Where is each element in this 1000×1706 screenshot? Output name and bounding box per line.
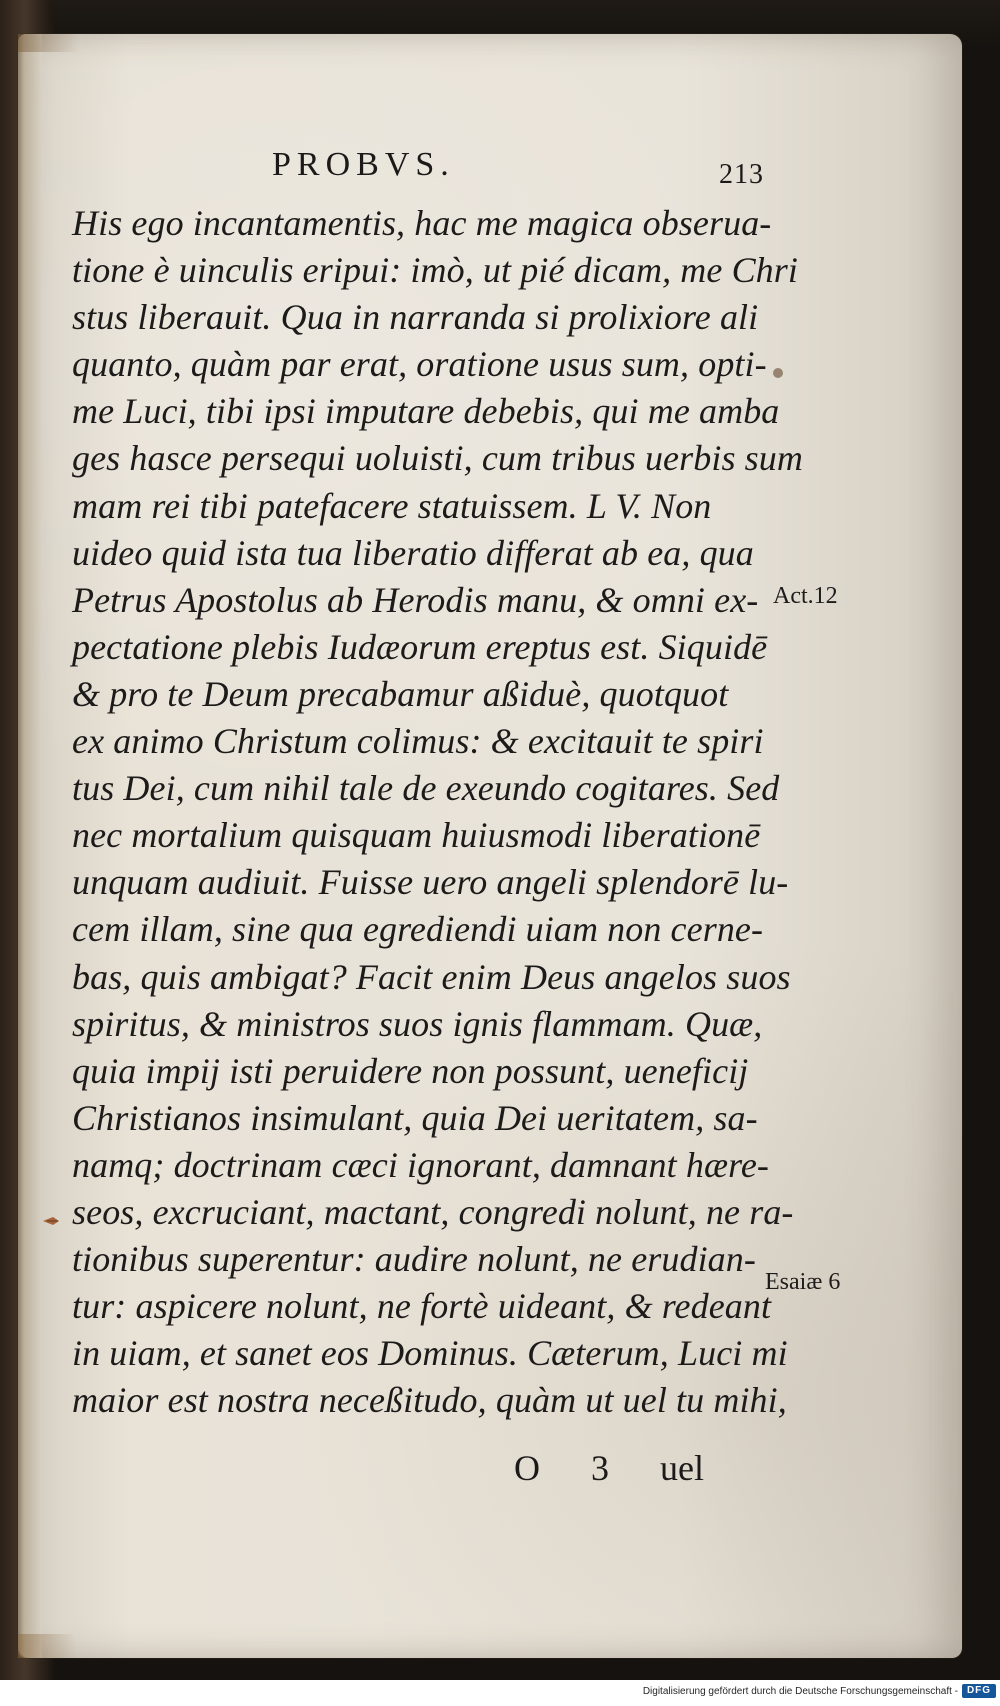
ink-dot-mark [773,368,783,378]
book-page [18,34,962,1658]
text-line: quia impij isti peruidere non possunt, ueneficij [72,1050,749,1091]
marginal-reference-acts: Act.12 [773,583,838,609]
bottom-corner-stain [18,1634,76,1658]
text-line: ex animo Christum colimus: & excitauit te spiri [72,721,764,762]
digitization-credit: Digitalisierung gefördert durch die Deutsche Forschungsgemeinschaft - [642,1686,958,1697]
text-line: tione è uinculis eripui: imò, ut pié dicam, me Chri [72,250,798,291]
text-line: ges hasce persequi uoluisti, cum tribus uerbis sum [72,438,803,479]
text-line: me Luci, tibi ipsi imputare debebis, qui me amba [72,391,780,432]
page-number: 213 [719,159,764,190]
text-line: maior est nostra neceßitudo, quàm ut uel tu mihi, [72,1380,787,1421]
text-line: in uiam, et sanet eos Dominus. Cæterum, Luci mi [72,1333,788,1374]
text-line: His ego incantamentis, hac me magica obserua- [72,203,772,243]
text-line: cem illam, sine qua egrediendi uiam non cerne- [72,909,764,950]
text-line: unquam audiuit. Fuisse uero angeli splendorē lu- [72,862,789,903]
text-line: namq; doctrinam cæci ignorant, damnant hære- [72,1144,770,1185]
text-line: tur: aspicere nolunt, ne fortè uideant, & redeant [72,1286,772,1327]
text-line: Petrus Apostolus ab Herodis manu, & omni ex- [72,579,759,620]
text-line: pectatione plebis Iudæorum ereptus est. Siquidē [72,626,768,667]
text-line: tus Dei, cum nihil tale de exeundo cogitares. Sed [72,768,780,809]
text-line: uideo quid ista tua liberatio differat ab ea, qua [72,532,754,573]
text-line: mam rei tibi patefacere statuissem. L V. Non [72,485,712,526]
marginal-reference-isaiah: Esaiæ 6 [765,1269,841,1295]
running-head: PROBVS. [272,146,455,183]
text-line: seos, excruciant, mactant, congredi nolunt, ne ra- [72,1191,794,1232]
top-corner-stain [18,34,78,52]
text-line: stus liberauit. Qua in narranda si prolixiore ali [72,297,759,338]
signature-and-catchword: O 3 uel [514,1448,704,1488]
dfg-logo: DFG [962,1684,996,1698]
text-line: Christianos insimulant, quia Dei ueritatem, sa- [72,1097,758,1138]
text-line: bas, quis ambigat? Facit enim Deus angelos suos [72,956,791,997]
text-line: nec mortalium quisquam huiusmodi liberationē [72,815,761,856]
text-line: tionibus superentur: audire nolunt, ne erudian- [72,1239,756,1280]
text-line: spiritus, & ministros suos ignis flammam. Quæ, [72,1003,763,1044]
text-line: quanto, quàm par erat, oratione usus sum, opti- [72,344,767,385]
page-gutter-shadow [18,34,42,1658]
margin-pointer-icon [42,1215,60,1227]
text-line: & pro te Deum precabamur aßiduè, quotquot [72,673,729,714]
